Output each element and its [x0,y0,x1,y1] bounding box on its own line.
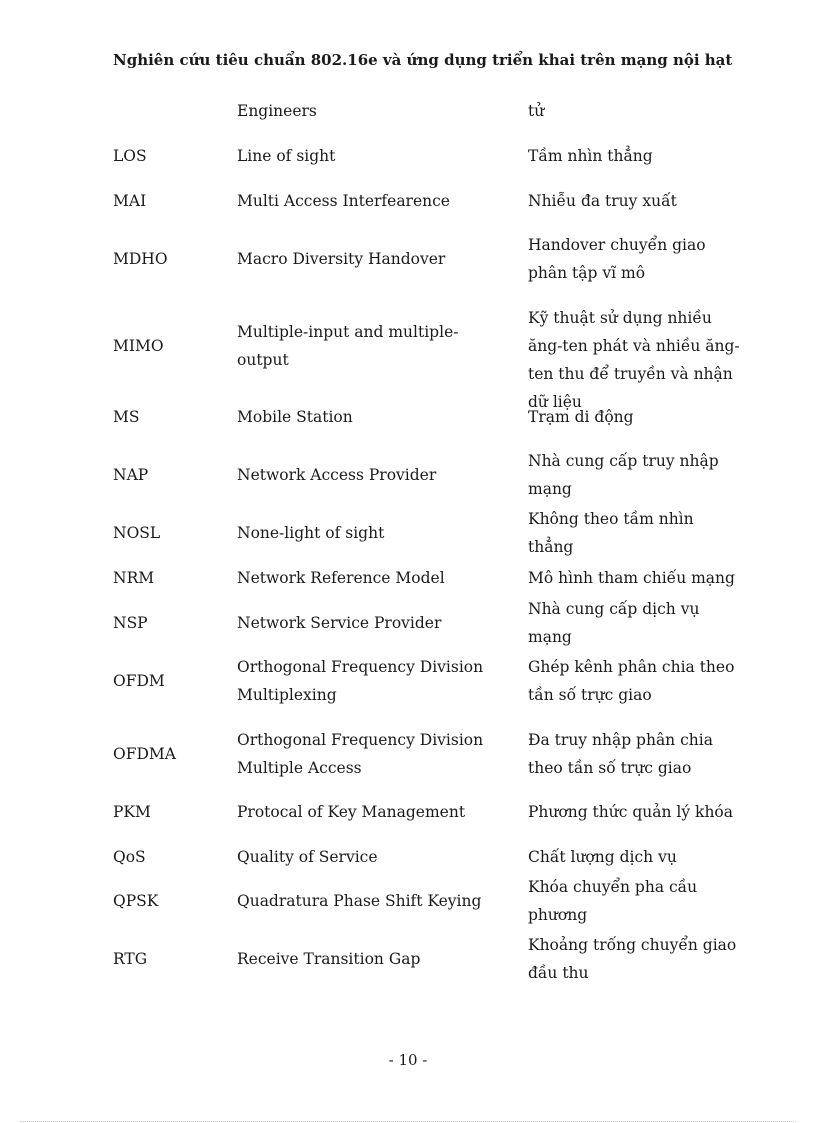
vietnamese-meaning: Khóa chuyển pha cầu phương [528,878,698,924]
vietnamese-meaning: Ghép kênh phân chia theo tần số trực giao [528,658,735,704]
vietnamese-meaning: Khoảng trống chuyển giao đầu thu [528,936,737,982]
table-row [0,304,816,411]
abbreviation: OFDM [113,672,165,690]
full-term: Multiple-input and multiple-output [237,323,459,369]
table-row [0,231,816,287]
full-term: Mobile Station [237,408,353,426]
vietnamese-meaning: Trạm di động [528,408,634,426]
abbreviation: MS [113,408,140,426]
full-term: Multi Access Interfearence [237,192,450,210]
full-term: Protocal of Key Management [237,803,466,821]
full-term: Network Service Provider [237,614,442,632]
table-row [0,447,816,503]
table-row [0,403,816,431]
table-row [0,564,816,592]
page-number: - 10 - [388,1051,428,1069]
abbreviation: NAP [113,466,149,484]
full-term: Macro Diversity Handover [237,250,446,268]
full-term: Receive Transition Gap [237,950,421,968]
table-row [0,187,816,215]
full-term: Network Reference Model [237,569,445,587]
abbreviation: RTG [113,950,148,968]
full-term: Engineers [237,102,317,120]
abbreviation: MIMO [113,337,164,355]
full-term: Quality of Service [237,848,378,866]
abbreviation: QPSK [113,892,159,910]
vietnamese-meaning: Handover chuyển giao phân tập vĩ mô [528,236,706,282]
table-row [0,142,816,170]
vietnamese-meaning: Đa truy nhập phân chia theo tần số trực giao [528,731,713,777]
table-row [0,843,816,871]
abbreviation: OFDMA [113,745,176,763]
abbreviation: NSP [113,614,148,632]
table-row [0,931,816,987]
abbreviation: QoS [113,848,146,866]
table-row [0,726,816,782]
table-row [0,653,816,709]
table-row [0,878,816,924]
full-term: Orthogonal Frequency Division Multiple Access [237,731,484,777]
vietnamese-meaning: Mô hình tham chiếu mạng [528,569,735,587]
vietnamese-meaning: Nhà cung cấp truy nhập mạng [528,452,719,498]
page-bottom-divider [20,1121,796,1122]
vietnamese-meaning: Phương thức quản lý khóa [528,803,734,821]
abbreviation: NOSL [113,524,161,542]
vietnamese-meaning: Nhiễu đa truy xuất [528,192,677,210]
full-term: Quadratura Phase Shift Keying [237,892,482,910]
abbreviation: LOS [113,147,147,165]
full-term: None-light of sight [237,524,385,542]
page-header-title: Nghiên cứu tiêu chuẩn 802.16e và ứng dụng triển khai trên mạng nội hạt [113,51,733,69]
table-row [0,510,816,556]
vietnamese-meaning: Nhà cung cấp dịch vụ mạng [528,600,700,646]
full-term: Network Access Provider [237,466,437,484]
abbreviation: PKM [113,803,151,821]
table-row [0,600,816,646]
full-term: Line of sight [237,147,336,165]
vietnamese-meaning: tử [528,102,545,120]
table-row [0,97,816,125]
abbreviation: NRM [113,569,155,587]
vietnamese-meaning: Chất lượng dịch vụ [528,848,677,866]
abbreviation: MDHO [113,250,168,268]
vietnamese-meaning: Không theo tầm nhìn thẳng [528,510,694,556]
table-row [0,798,816,826]
vietnamese-meaning: Kỹ thuật sử dụng nhiều ăng-ten phát và nhiều ăng-ten thu để truyền và nhận dữ liệu [528,309,740,411]
vietnamese-meaning: Tầm nhìn thẳng [528,147,653,165]
abbreviation: MAI [113,192,147,210]
full-term: Orthogonal Frequency Division Multiplexing [237,658,484,704]
